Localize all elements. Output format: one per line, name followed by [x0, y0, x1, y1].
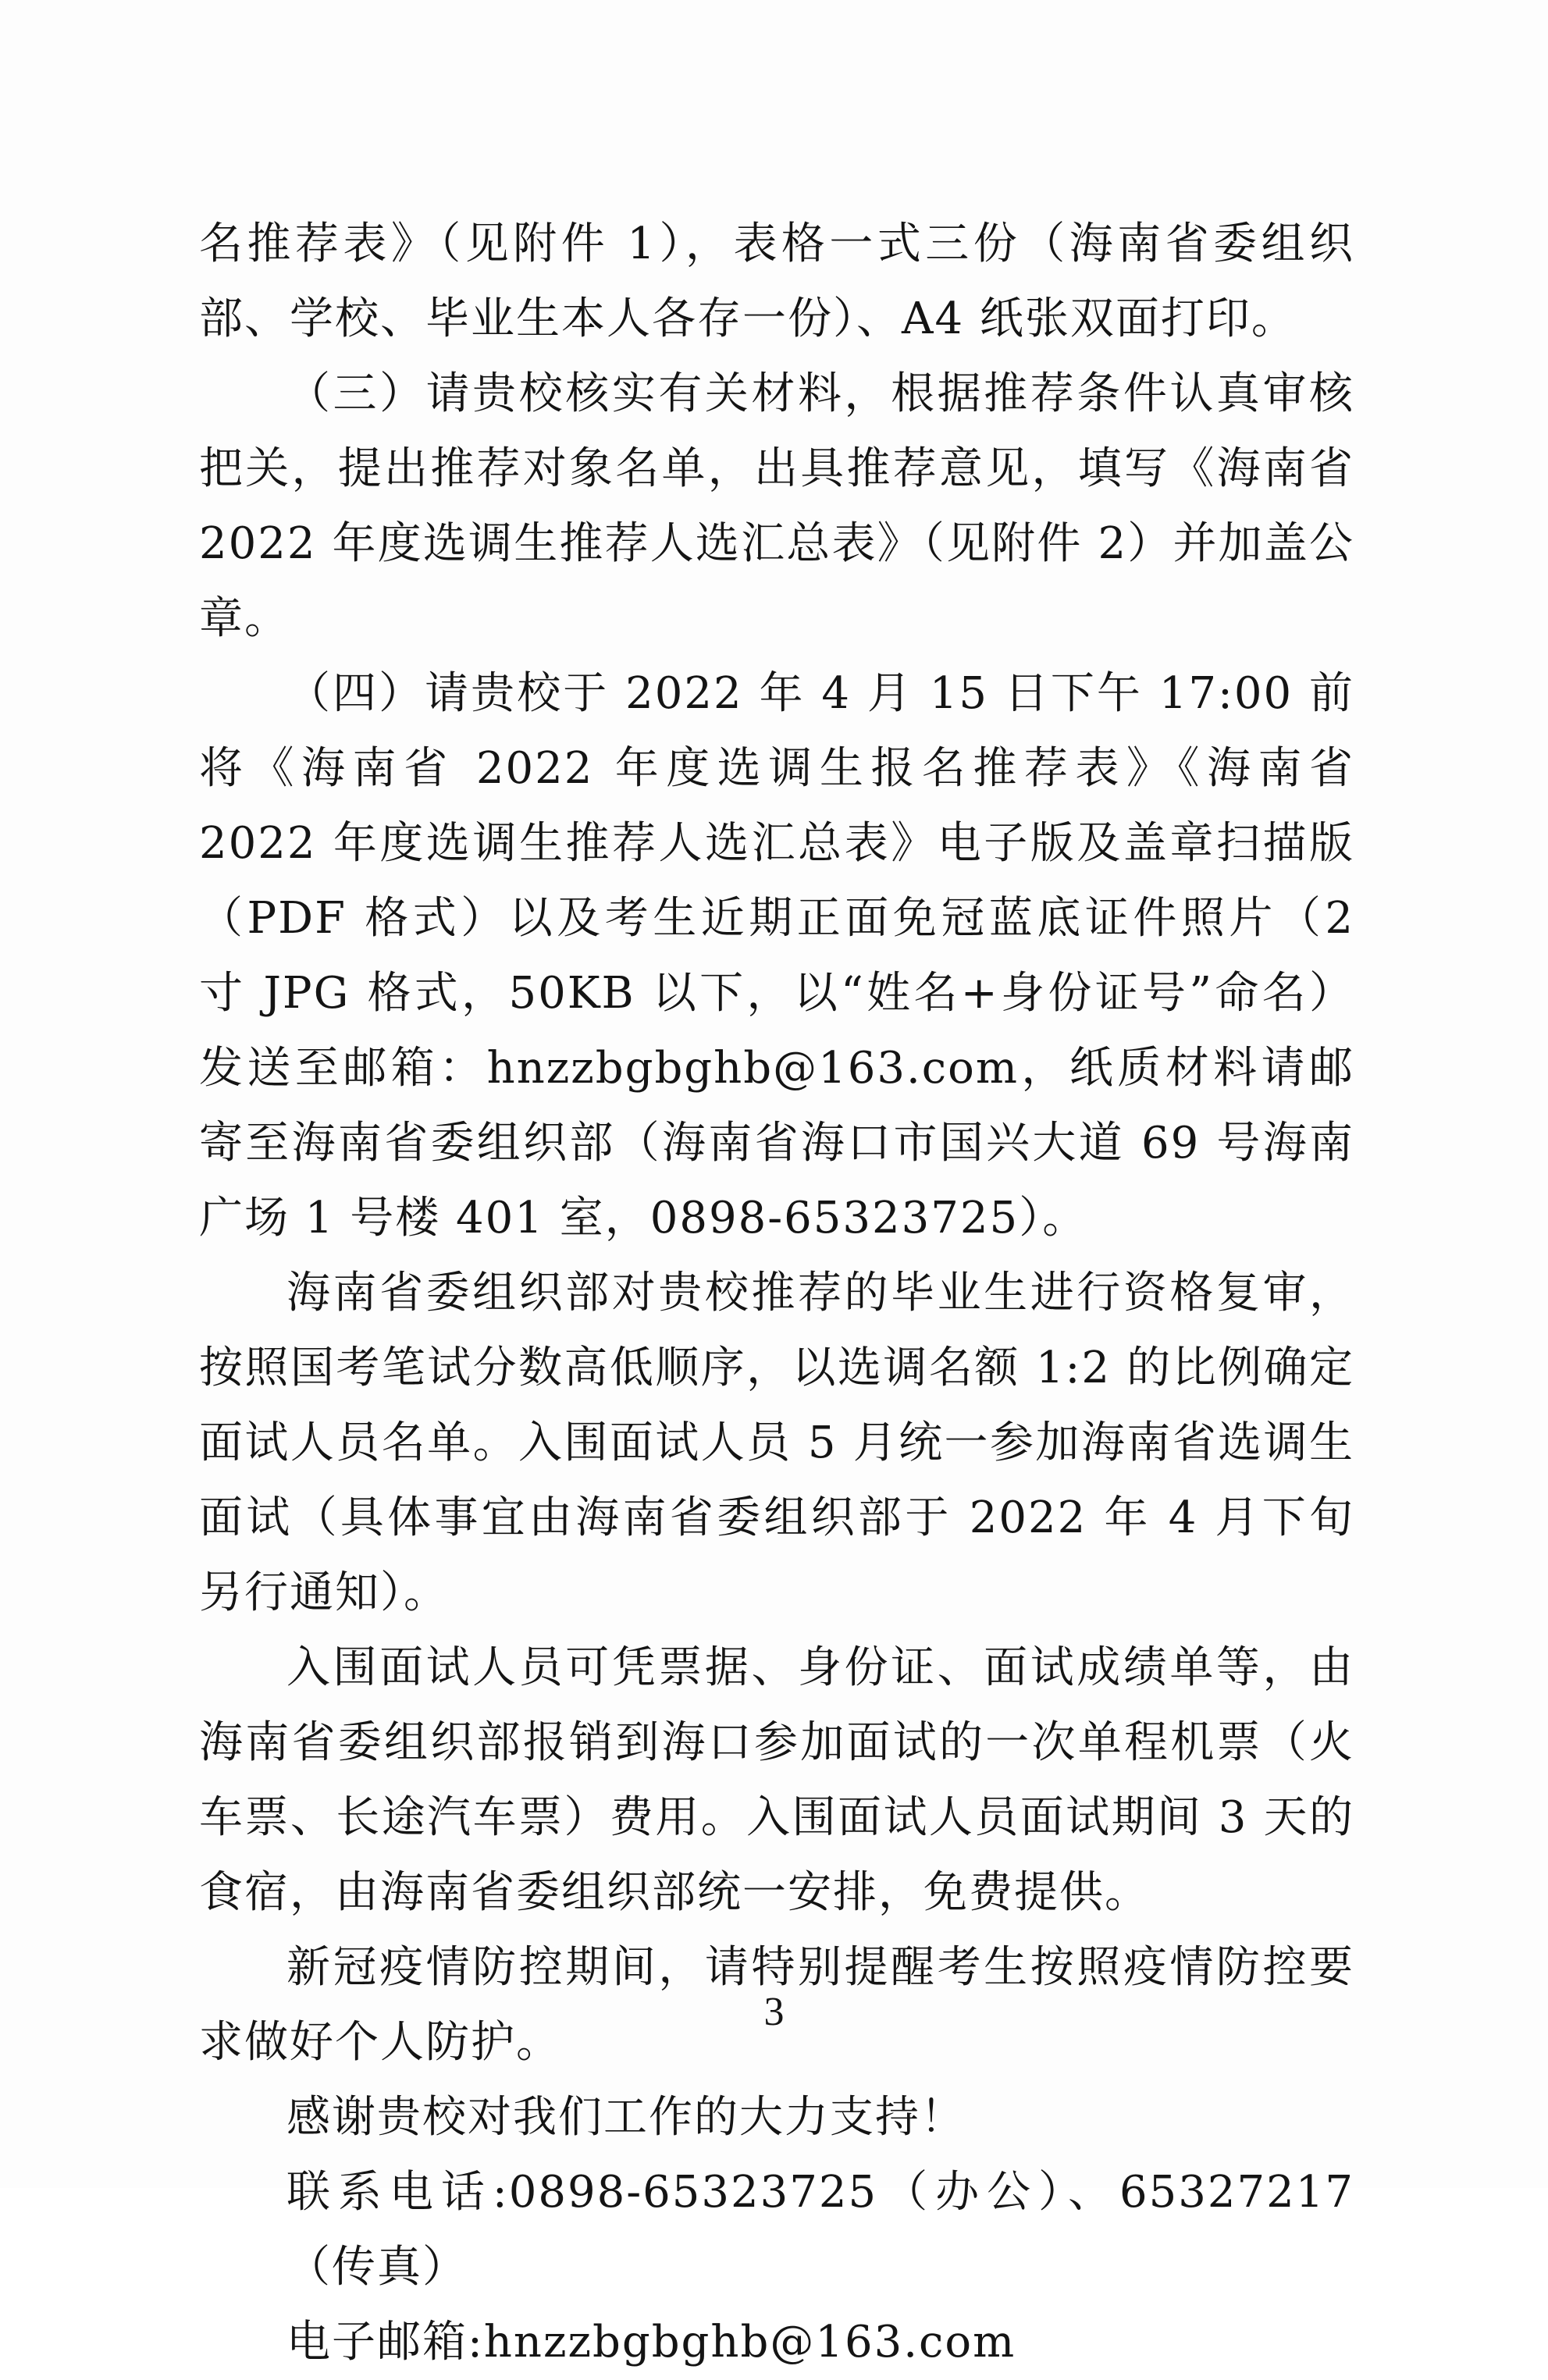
paragraph-covid: 新冠疫情防控期间，请特别提醒考生按照疫情防控要求做好个人防护。 [199, 1942, 1354, 2068]
paragraph-thanks: 感谢贵校对我们工作的大力支持！ [286, 2092, 966, 2143]
contact-phone: 联系电话:0898-65323725（办公）、65327217（传真） [286, 2167, 1354, 2293]
paragraph-reimbursement: 入围面试人员可凭票据、身份证、面试成绩单等，由海南省委组织部报销到海口参加面试的一次单程机票（火车票、长途汽车票）费用。入围面试人员面试期间 3 天的食宿，由海南省委组织部统一安排，免费提供。 [199, 1642, 1354, 1918]
page-number: 3 [763, 1990, 785, 2034]
paragraph-item-4: （四）请贵校于 2022 年 4 月 15 日下午 17:00 前将《海南省 2022 年度选调生报名推荐表》《海南省 2022 年度选调生推荐人选汇总表》电子版及盖章扫描版（PDF 格式）以及考生近期正面免冠蓝底证件照片（2 寸 JPG 格式，50KB 以下，以“姓名+身份证号”命名）发送至邮箱：hnzzbgbghb@163.com，纸质材料请邮寄至海南省委组织部（海南省海口市国兴大道 69 号海南广场 1 号楼 401 室，0898-65323725）。 [199, 668, 1354, 1243]
paragraph-review: 海南省委组织部对贵校推荐的毕业生进行资格复审，按照国考笔试分数高低顺序，以选调名额 1:2 的比例确定面试人员名单。入围面试人员 5 月统一参加海南省选调生面试（具体事宜由海南省委组织部于 2022 年 4 月下旬另行通知）。 [199, 1268, 1354, 1618]
contact-email: 电子邮箱:hnzzbgbghb@163.com [286, 2317, 1016, 2368]
paragraph-item-3: （三）请贵校核实有关材料，根据推荐条件认真审核把关，提出推荐对象名单，出具推荐意见，填写《海南省 2022 年度选调生推荐人选汇总表》（见附件 2）并加盖公章。 [199, 368, 1354, 644]
paragraph-continuation: 名推荐表》（见附件 1），表格一式三份（海南省委组织部、学校、毕业生本人各存一份）、A4 纸张双面打印。 [199, 219, 1354, 344]
document-body [199, 207, 1354, 2380]
